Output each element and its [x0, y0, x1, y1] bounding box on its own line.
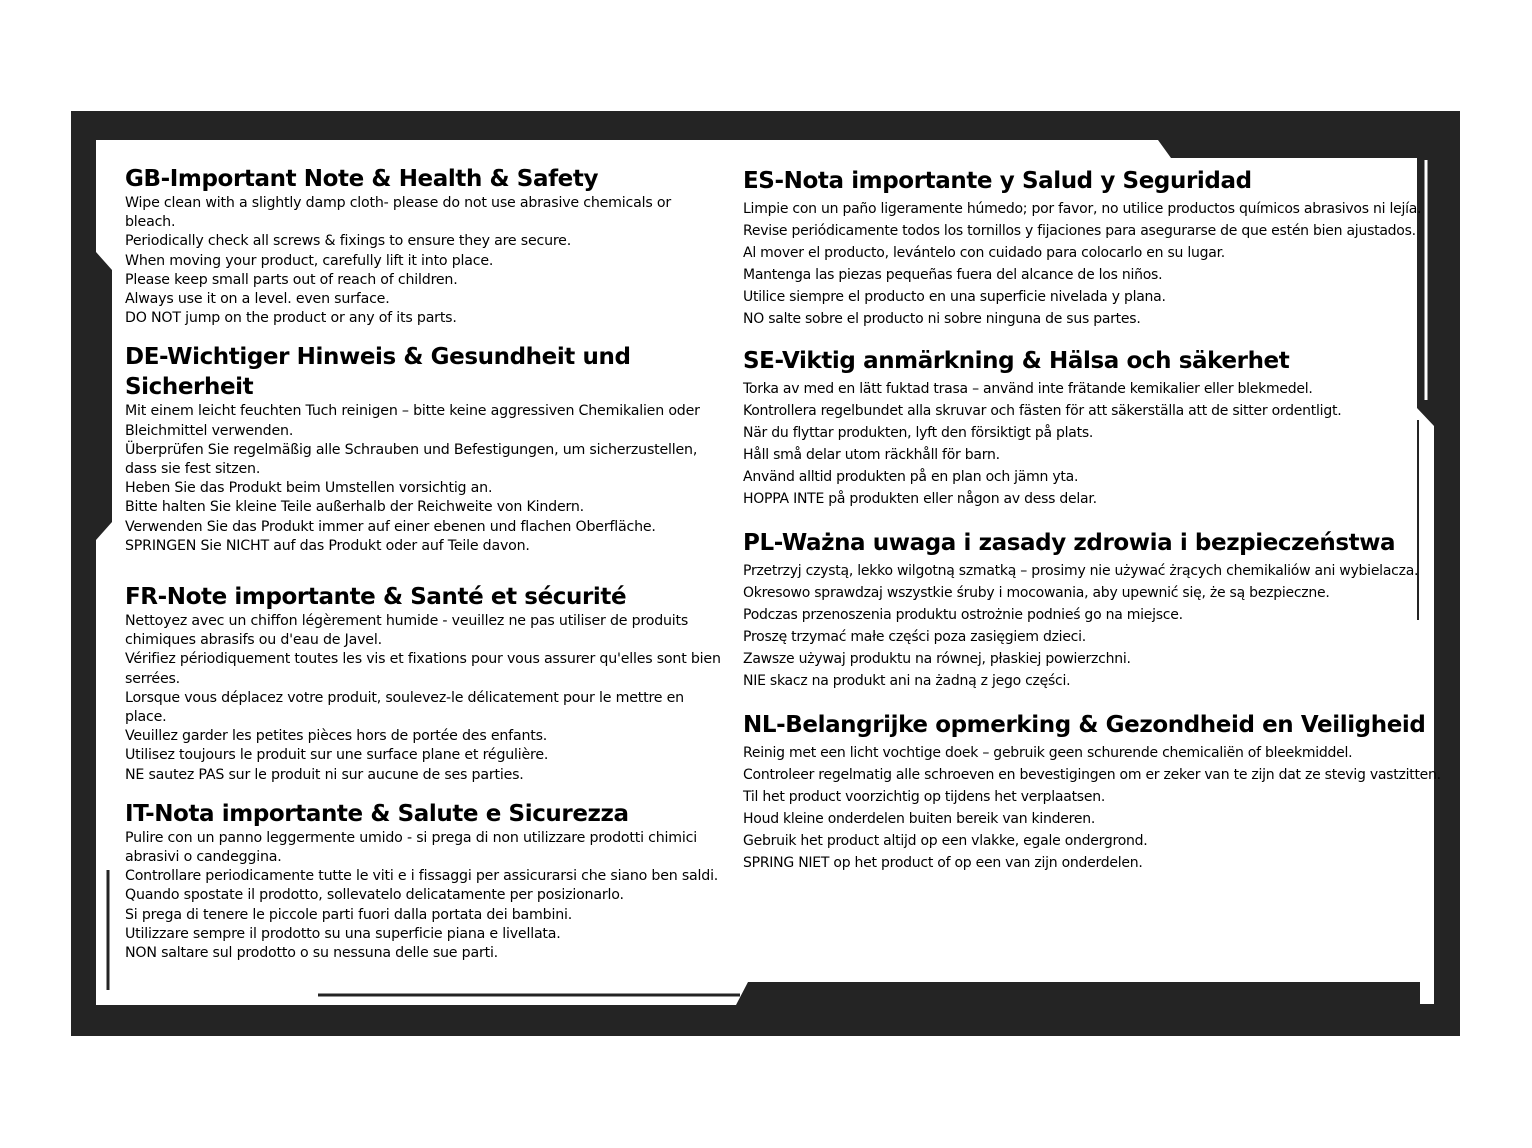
- section-line: Wipe clean with a slightly damp cloth- please do not use abrasive chemicals or bleach.: [125, 195, 671, 231]
- section-title: NL-Belangrijke opmerking & Gezondheid en Veiligheid: [743, 712, 1426, 738]
- section-line: NIE skacz na produkt ani na żadną z jego części.: [743, 673, 1071, 689]
- section-line: Utilizzare sempre il prodotto su una superficie piana e livellata.: [125, 925, 561, 942]
- section-lines: [125, 612, 725, 785]
- section-lines: [743, 198, 1443, 330]
- section-title: DE-Wichtiger Hinweis & Gesundheit und Sicherheit: [125, 344, 631, 401]
- section-line: Verwenden Sie das Produkt immer auf einer ebenen und flachen Oberfläche.: [125, 518, 656, 535]
- section-line: Använd alltid produkten på en plan och jämn yta.: [743, 469, 1079, 485]
- section-nl: [743, 708, 1443, 874]
- section-line: Gebruik het product altijd op een vlakke, egale ondergrond.: [743, 833, 1148, 849]
- section-line: Podczas przenoszenia produktu ostrożnie podnieś go na miejsce.: [743, 607, 1183, 623]
- section-line: Okresowo sprawdzaj wszystkie śruby i mocowania, aby upewnić się, że są bezpieczne.: [743, 585, 1330, 601]
- section-pl: [743, 526, 1443, 692]
- section-line: Revise periódicamente todos los tornillos y fijaciones para asegurarse de que estén bien ajustados.: [743, 223, 1416, 239]
- section-line: När du flyttar produkten, lyft den försiktigt på plats.: [743, 425, 1094, 441]
- section-line: Veuillez garder les petites pièces hors de portée des enfants.: [125, 728, 548, 745]
- section-es: [743, 164, 1443, 330]
- section-title: ES-Nota importante y Salud y Seguridad: [743, 168, 1252, 194]
- section-line: SPRING NIET op het product of op een van zijn onderdelen.: [743, 855, 1143, 871]
- section-line: Al mover el producto, levántelo con cuidado para colocarlo en su lugar.: [743, 245, 1226, 261]
- section-line: Periodically check all screws & fixings to ensure they are secure.: [125, 233, 572, 250]
- section-title: SE-Viktig anmärkning & Hälsa och säkerhet: [743, 348, 1290, 374]
- section-de: [125, 342, 725, 556]
- section-line: SPRINGEN Sie NICHT auf das Produkt oder auf Teile davon.: [125, 537, 530, 554]
- left-column: [125, 164, 725, 963]
- section-line: Lorsque vous déplacez votre produit, soulevez-le délicatement pour le mettre en place.: [125, 689, 684, 726]
- section-line: Mantenga las piezas pequeñas fuera del alcance de los niños.: [743, 267, 1163, 283]
- section-line: When moving your product, carefully lift it into place.: [125, 252, 494, 269]
- section-lines: [125, 194, 725, 328]
- section-line: Please keep small parts out of reach of children.: [125, 271, 458, 288]
- section-line: Always use it on a level. even surface.: [125, 291, 390, 308]
- section-it: [125, 799, 725, 963]
- section-line: Überprüfen Sie regelmäßig alle Schrauben und Befestigungen, um sicherzustellen, dass sie fest sitzen.: [125, 441, 698, 478]
- section-line: NE sautez PAS sur le produit ni sur aucune de ses parties.: [125, 766, 524, 783]
- section-line: Heben Sie das Produkt beim Umstellen vorsichtig an.: [125, 480, 493, 497]
- section-line: Torka av med en lätt fuktad trasa – använd inte frätande kemikalier eller blekmedel.: [743, 381, 1313, 397]
- section-line: Houd kleine onderdelen buiten bereik van kinderen.: [743, 811, 1096, 827]
- section-line: DO NOT jump on the product or any of its parts.: [125, 310, 457, 327]
- section-line: NO salte sobre el producto ni sobre ninguna de sus partes.: [743, 311, 1141, 327]
- section-line: Til het product voorzichtig op tijdens het verplaatsen.: [743, 789, 1106, 805]
- section-line: Bitte halten Sie kleine Teile außerhalb der Reichweite von Kindern.: [125, 499, 584, 516]
- section-line: Håll små delar utom räckhåll för barn.: [743, 447, 1000, 463]
- section-line: Controleer regelmatig alle schroeven en bevestigingen om er zeker van te zijn dat ze stevig vastzitten.: [743, 767, 1441, 783]
- section-se: [743, 344, 1443, 510]
- section-line: Vérifiez périodiquement toutes les vis et fixations pour vous assurer qu'elles sont bien serrées.: [125, 651, 721, 687]
- section-title: FR-Note importante & Santé et sécurité: [125, 584, 627, 611]
- section-line: Utilisez toujours le produit sur une surface plane et régulière.: [125, 747, 549, 764]
- section-line: Zawsze używaj produktu na równej, płaskiej powierzchni.: [743, 651, 1131, 667]
- section-line: Limpie con un paño ligeramente húmedo; por favor, no utilice productos químicos abrasivos ni lejía.: [743, 201, 1422, 217]
- section-line: Controllare periodicamente tutte le viti e i fissaggi per assicurarsi che siano ben saldi.: [125, 868, 719, 885]
- section-line: Kontrollera regelbundet alla skruvar och fästen för att säkerställa att de sitter ordentligt.: [743, 403, 1342, 419]
- section-lines: [743, 742, 1443, 874]
- section-lines: [743, 560, 1443, 692]
- section-lines: [743, 378, 1443, 510]
- section-fr: [125, 582, 725, 785]
- section-line: Si prega di tenere le piccole parti fuori dalla portata dei bambini.: [125, 906, 573, 923]
- section-line: Quando spostate il prodotto, sollevatelo delicatamente per posizionarlo.: [125, 887, 624, 904]
- section-line: Mit einem leicht feuchten Tuch reinigen – bitte keine aggressiven Chemikalien oder Bleichmittel verwenden.: [125, 403, 700, 439]
- section-lines: [125, 402, 725, 556]
- section-line: Pulire con un panno leggermente umido - si prega di non utilizzare prodotti chimici abrasivi o candeggina.: [125, 829, 697, 866]
- section-line: Utilice siempre el producto en una superficie nivelada y plana.: [743, 289, 1166, 305]
- section-line: NON saltare sul prodotto o su nessuna delle sue parti.: [125, 945, 498, 962]
- section-line: Przetrzyj czystą, lekko wilgotną szmatką – prosimy nie używać żrących chemikaliów ani wybielacza.: [743, 563, 1419, 579]
- section-title: GB-Important Note & Health & Safety: [125, 166, 599, 192]
- section-line: Proszę trzymać małe części poza zasięgiem dzieci.: [743, 629, 1086, 645]
- section-title: IT-Nota importante & Salute e Sicurezza: [125, 800, 629, 827]
- section-gb: [125, 164, 725, 328]
- section-title: PL-Ważna uwaga i zasady zdrowia i bezpieczeństwa: [743, 530, 1396, 556]
- right-column: [743, 164, 1443, 874]
- section-line: Reinig met een licht vochtige doek – gebruik geen schurende chemicaliën of bleekmiddel.: [743, 745, 1353, 761]
- section-line: HOPPA INTE på produkten eller någon av dess delar.: [743, 491, 1097, 507]
- section-lines: [125, 829, 725, 963]
- section-line: Nettoyez avec un chiffon légèrement humide - veuillez ne pas utiliser de produits chimiques abrasifs ou d'eau de Javel.: [125, 613, 689, 649]
